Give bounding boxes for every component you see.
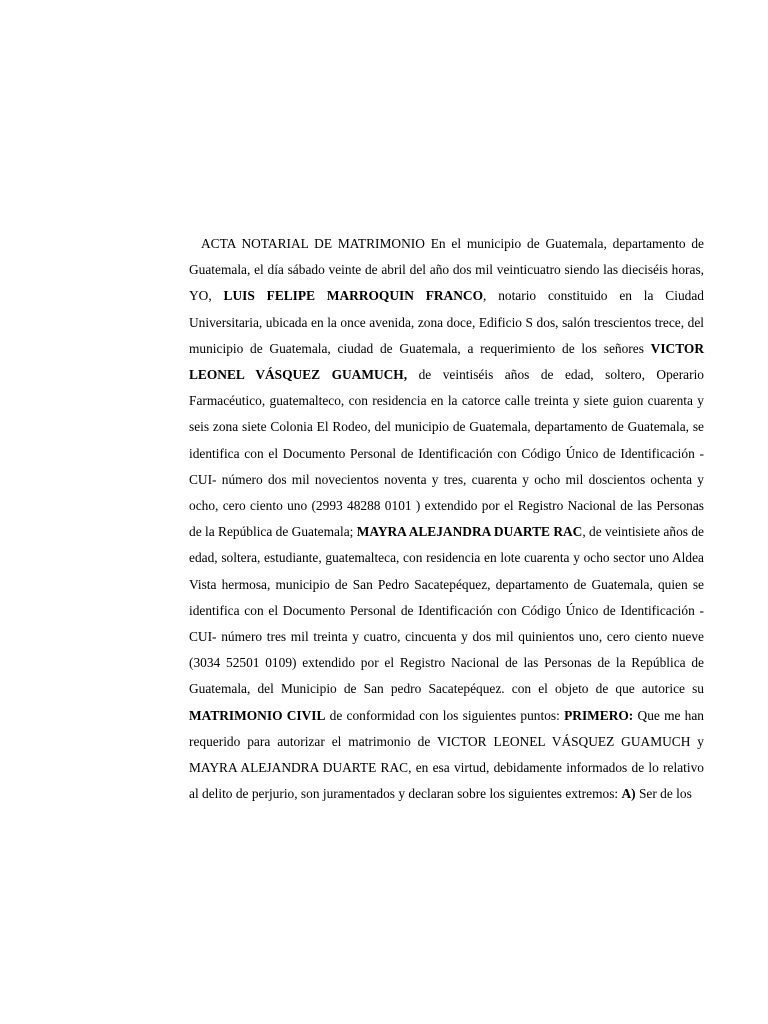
text-segment: , notario constituido en la Ciudad Universitaria, ubicada en la once avenida, zona doce, Edificio S dos, salón trescientos trece, del municipio de Guatemala, ciudad de Guatemala, a requerimiento de los señores [189, 288, 704, 356]
bride-name: MAYRA ALEJANDRA DUARTE RAC [356, 524, 583, 540]
text-segment: Ser de los [635, 786, 692, 802]
text-segment: Que me han requerido para autorizar el matrimonio de VICTOR LEONEL VÁSQUEZ GUAMUCH y MAYRA ALEJANDRA DUARTE RAC, en esa virtud, debidamente informados de lo relativo al delito de perjurio, son juramentados y declaran sobre los siguientes extremos: [189, 707, 704, 802]
text-segment: ACTA NOTARIAL DE MATRIMONIO En el municipio de Guatemala, departamento de Guatemala, el día sábado veinte de abril del año dos mil veinticuatro siendo las dieciséis horas, YO, [189, 236, 704, 304]
civil-marriage-label: MATRIMONIO CIVIL [189, 707, 326, 723]
paragraph [189, 231, 704, 807]
first-point-label: PRIMERO: [564, 707, 634, 723]
text-segment: de conformidad con los siguientes puntos: [325, 707, 565, 723]
item-a-label: A) [621, 786, 636, 802]
groom-name: VICTOR LEONEL VÁSQUEZ GUAMUCH, [189, 340, 704, 383]
text-segment: de veintiséis años de edad, soltero, Operario Farmacéutico, guatemalteco, con residencia en la catorce calle treinta y siete guion cuarenta y seis zona siete Colonia El Rodeo, del municipio de Guatemala, departamento de Guatemala, se identifica con el Documento Personal de Identificación con Código Único de Identificación -CUI- número dos mil novecientos noventa y tres, cuarenta y ocho mil doscientos ochenta y ocho, cero ciento uno (2993 48288 0101 ) extendido por el Registro Nacional de las Personas de la República de Guatemala; [189, 367, 705, 540]
notarial-act-text [189, 231, 704, 807]
notary-name: LUIS FELIPE MARROQUIN FRANCO [223, 288, 483, 304]
text-segment: , de veintisiete años de edad, soltera, estudiante, guatemalteca, con residencia en lote cuarenta y ocho sector uno Aldea Vista hermosa, municipio de San Pedro Sacatepéquez, departamento de Guatemala, quien se identifica con el Documento Personal de Identificación con Código Único de Identificación -CUI- número tres mil treinta y cuatro, cincuenta y dos mil quinientos uno, cero ciento nueve (3034 52501 0109) extendido por el Registro Nacional de las Personas de la República de Guatemala, del Municipio de San pedro Sacatepéquez. con el objeto de que autorice su [189, 524, 704, 697]
